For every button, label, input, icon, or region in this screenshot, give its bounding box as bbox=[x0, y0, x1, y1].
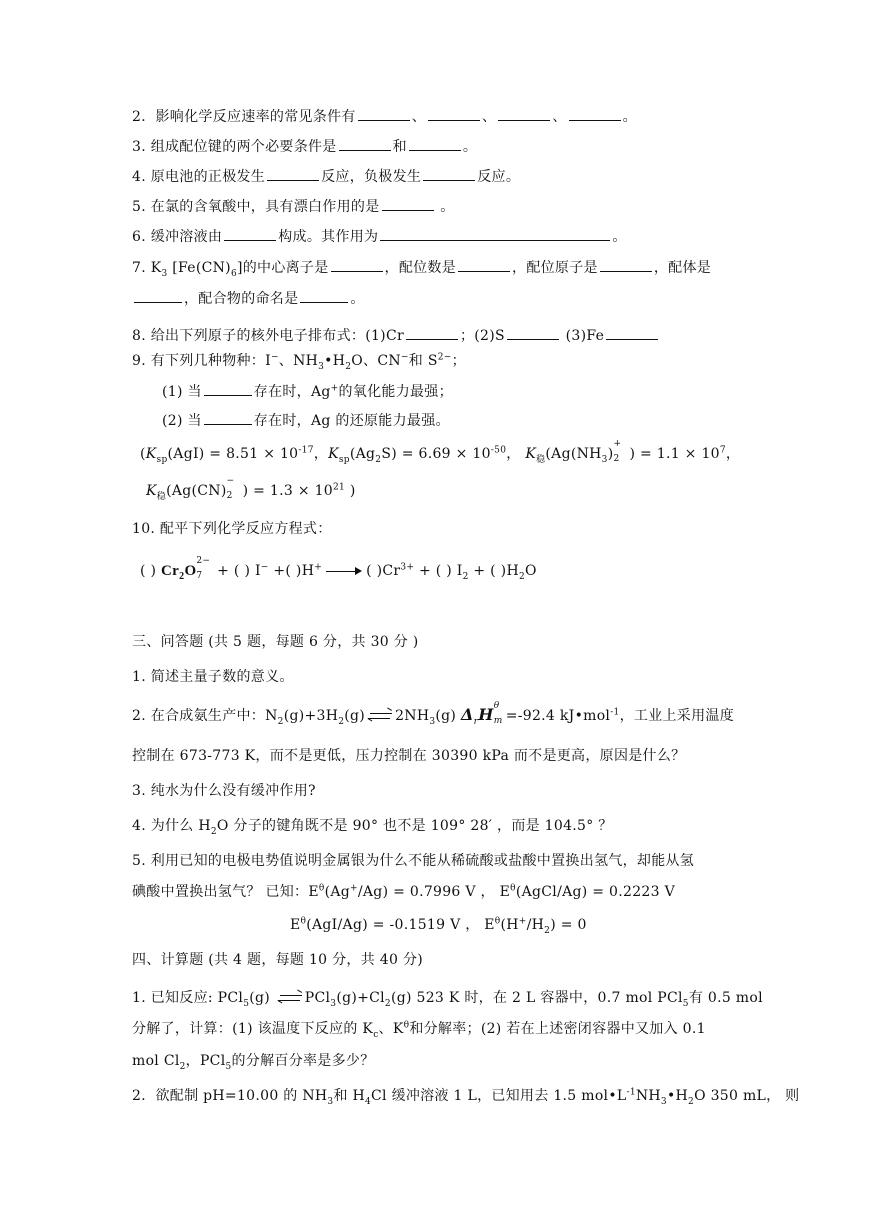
answer-blank[interactable] bbox=[204, 410, 252, 425]
question-9-sub-1: (1) 当 存在时，Ag+的氧化能力最强； bbox=[162, 381, 453, 401]
section-3-q2-line-2: 控制在 673-773 K，而不是更低，压力控制在 30390 kPa 而不是更高，原因是什么？ bbox=[132, 748, 686, 764]
section-4-q1-line-3: mol $Cl_2$，PCl$_5$的分解百分率是多少？ bbox=[132, 1053, 375, 1072]
answer-blank[interactable] bbox=[458, 257, 510, 272]
section-4-q1: 1. 已知反应: PCl$_5$(g) $PCl_3(g)+Cl_2(g)$ 523 K 时，在 2 L 容器中，0.7 mol PCl$_5$有 0.5 mol bbox=[132, 990, 763, 1009]
answer-blank[interactable] bbox=[300, 288, 348, 303]
section-3-heading: 三、问答题 (共 5 题，每题 6 分，共 30 分 ) bbox=[132, 634, 419, 650]
question-2: 2．影响化学反应速率的常见条件有 、 、 、 。 bbox=[132, 106, 637, 126]
ion-charge-stack: + 2 bbox=[613, 439, 622, 464]
question-9-constants-2: $K_稳(Ag(CN)$ − 2 ) = $1.3 \times 10^{21}$ ) bbox=[146, 476, 356, 502]
answer-blank[interactable] bbox=[382, 196, 434, 211]
answer-blank[interactable] bbox=[380, 226, 610, 241]
answer-blank[interactable] bbox=[134, 288, 182, 303]
question-10: 10. 配平下列化学反应方程式： bbox=[132, 521, 332, 537]
answer-blank[interactable] bbox=[507, 325, 559, 340]
answer-blank[interactable] bbox=[498, 106, 550, 121]
section-4-q1-line-2: 分解了，计算：(1) 该温度下反应的 $K_c$、$K^\theta$和分解率；(2) 若在上述密闭容器中又加入 0.1 bbox=[132, 1020, 706, 1040]
question-7-line-2: ，配合物的命名是 。 bbox=[132, 288, 365, 308]
answer-blank[interactable] bbox=[331, 257, 383, 272]
section-4-q2: 2．欲配制 pH=10.00 的 $NH_3$和 $H_4Cl$ 缓冲溶液 1 L，已知用去 1.5 $mol•L^{-1}NH_3•H_2O$ 350 mL， 则 bbox=[132, 1087, 800, 1107]
section-3-q3: 3. 纯水为什么没有缓冲作用? bbox=[132, 783, 316, 799]
ion-charge-stack: − 2 bbox=[226, 476, 235, 501]
answer-blank[interactable] bbox=[428, 106, 480, 121]
redox-equation: ( ) $Cr_2O$ 2− 7 + ( ) I− +( )H+ ( )$Cr^{3+}$ + ( ) $I_2$ + ( )$H_2O$ bbox=[140, 556, 537, 582]
section-3-q4: 4. 为什么 $H_2O$ 分子的键角既不是 90° 也不是 109° 28′ ，而是 104.5° ？ bbox=[132, 818, 613, 837]
question-5: 5. 在氯的含氧酸中，具有漂白作用的是 。 bbox=[132, 196, 455, 216]
question-9: 9. 有下列几种物种：I−、$NH_3•H_2O$、CN−和 $S^{2-}$； bbox=[132, 352, 466, 372]
section-4-heading: 四、计算题 (共 4 题，每题 10 分，共 40 分) bbox=[132, 952, 424, 968]
question-7: 7. $K_3$ $[Fe(CN)_6]$的中心离子是 ，配位数是 ，配位原子是 ，配体是 bbox=[132, 257, 711, 277]
answer-blank[interactable] bbox=[339, 136, 391, 151]
answer-blank[interactable] bbox=[606, 325, 658, 340]
question-9-constants-1: ($K_{sp}(AgI) = 8.51 \times 10^{-17}$，$K_{sp}(Ag_2S) = 6.69 \times 10^{-50}$， $K_稳(Ag(NH_3)$ + 2 ) = $1.1 \times 10^7$， bbox=[140, 439, 741, 465]
answer-blank[interactable] bbox=[406, 325, 458, 340]
answer-blank[interactable] bbox=[423, 166, 475, 181]
equilibrium-arrow-icon bbox=[368, 710, 392, 722]
answer-blank[interactable] bbox=[409, 136, 461, 151]
reaction-arrow-icon bbox=[326, 566, 362, 576]
question-8: 8. 给出下列原子的核外电子排布式：(1)Cr ；(2)S (3)Fe bbox=[132, 325, 660, 345]
section-3-q5-line-3: $E^\theta(AgI/Ag) = -0.1519$ V ， $E^\theta(H^+/H_2) = 0$ bbox=[290, 916, 587, 936]
question-4: 4. 原电池的正极发生 反应，负极发生 反应。 bbox=[132, 166, 520, 186]
answer-blank[interactable] bbox=[204, 381, 252, 396]
question-6: 6. 缓冲溶液由 构成。其作用为 。 bbox=[132, 226, 627, 246]
equilibrium-arrow-icon bbox=[278, 992, 302, 1004]
question-3: 3. 组成配位键的两个必要条件是 和 。 bbox=[132, 136, 477, 156]
answer-blank[interactable] bbox=[358, 106, 410, 121]
question-9-sub-2: (2) 当 存在时，Ag 的还原能力最强。 bbox=[162, 410, 450, 430]
section-3-q5: 5. 利用已知的电极电势值说明金属银为什么不能从稀硫酸或盐酸中置换出氢气，却能从氢 bbox=[132, 853, 695, 869]
answer-blank[interactable] bbox=[224, 226, 276, 241]
answer-blank[interactable] bbox=[569, 106, 621, 121]
ion-charge-stack: 2− 7 bbox=[196, 556, 211, 581]
section-3-q2: 2. 在合成氨生产中：$N_2(g)+3H_2(g)$ $2NH_3(g)$ $\Delta_rH$ θ m =-92.4 kJ•mol$^{-1}$，工业上采用温度 bbox=[132, 701, 734, 727]
answer-blank[interactable] bbox=[267, 166, 319, 181]
enthalpy-symbol-stack: θ m bbox=[493, 701, 503, 726]
section-3-q1: 1. 简述主量子数的意义。 bbox=[132, 669, 294, 685]
answer-blank[interactable] bbox=[600, 257, 652, 272]
section-3-q5-line-2: 碘酸中置换出氢气？ 已知：$E^\theta(Ag^+/Ag) = 0.7996$ V ， $E^\theta(AgCl/Ag) = 0.2223$ V bbox=[132, 883, 675, 900]
